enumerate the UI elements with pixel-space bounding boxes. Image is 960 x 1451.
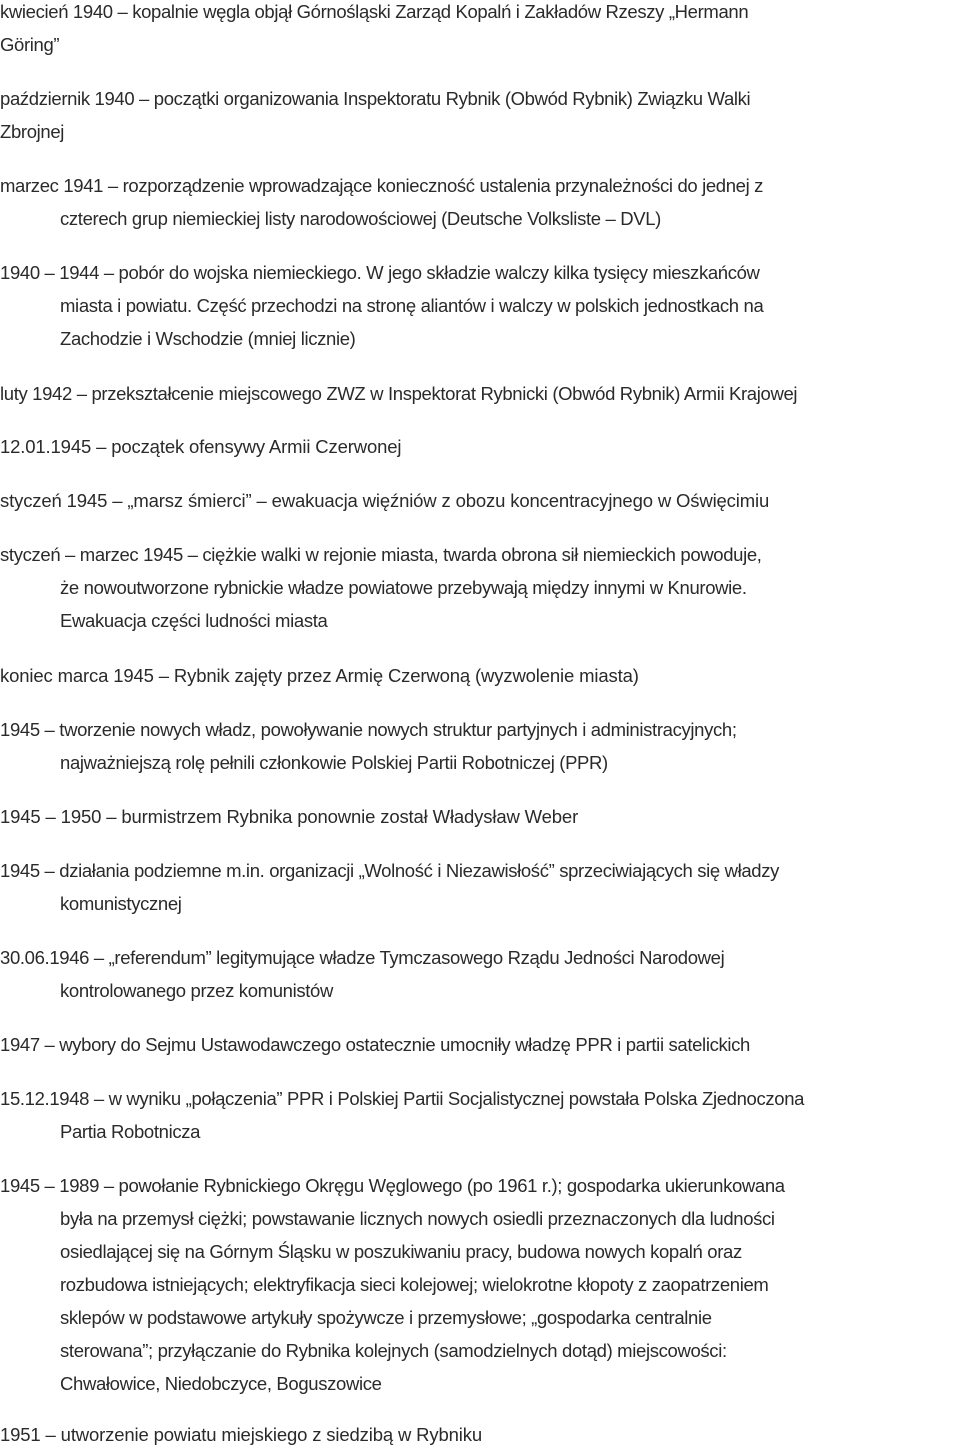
timeline-entry: [0, 82, 958, 148]
entry-line: sterowana”; przyłączanie do Rybnika kolejnych (samodzielnych dotąd) miejscowości:: [60, 1340, 727, 1361]
entry-line: osiedlającej się na Górnym Śląsku w poszukiwaniu pracy, budowa nowych kopalń oraz: [60, 1241, 742, 1262]
timeline-entry: [0, 1169, 958, 1400]
entry-line: październik 1940 – początki organizowania Inspektoratu Rybnik (Obwód Rybnik) Związku Walki: [0, 88, 751, 109]
entry-line: miasta i powiatu. Część przechodzi na stronę aliantów i walczy w polskich jednostkach na: [60, 295, 764, 316]
entry-line: Zachodzie i Wschodzie (mniej licznie): [60, 328, 356, 349]
entry-line: marzec 1941 – rozporządzenie wprowadzające konieczność ustalenia przynależności do jednej z: [0, 175, 764, 196]
entry-line: Göring”: [0, 34, 60, 55]
timeline-entry: [0, 941, 958, 1007]
entry-line: najważniejszą rolę pełnili członkowie Polskiej Partii Robotniczej (PPR): [60, 752, 608, 773]
entry-line: komunistycznej: [60, 893, 182, 914]
timeline-entry: [0, 430, 958, 463]
timeline-entry: [0, 800, 958, 833]
entry-line: 1945 – 1950 – burmistrzem Rybnika ponownie został Władysław Weber: [0, 806, 579, 827]
entry-line: Partia Robotnicza: [60, 1121, 201, 1142]
entry-line: 1940 – 1944 – pobór do wojska niemieckiego. W jego składzie walczy kilka tysięcy mieszkańców: [0, 262, 760, 283]
timeline-entry: [0, 659, 958, 692]
entry-line: Zbrojnej: [0, 121, 65, 142]
timeline-entry: [0, 538, 958, 637]
entry-line: była na przemysł ciężki; powstawanie licznych nowych osiedli przeznaczonych dla ludności: [60, 1208, 775, 1229]
entry-line: 12.01.1945 – początek ofensywy Armii Czerwonej: [0, 436, 402, 457]
timeline-entry: [0, 854, 958, 920]
entry-line: luty 1942 – przekształcenie miejscowego ZWZ w Inspektorat Rybnicki (Obwód Rybnik) Armii Krajowej: [0, 383, 798, 404]
entry-line: 1945 – działania podziemne m.in. organizacji „Wolność i Niezawisłość” sprzeciwiających się władzy: [0, 860, 780, 881]
entry-line: kwiecień 1940 – kopalnie węgla objął Górnośląski Zarząd Kopalń i Zakładów Rzeszy „Hermann: [0, 1, 749, 22]
timeline-entry: [0, 1418, 958, 1451]
entry-line: 1947 – wybory do Sejmu Ustawodawczego ostatecznie umocniły władzę PPR i partii satelickich: [0, 1034, 750, 1055]
entry-line: Ewakuacja części ludności miasta: [60, 610, 328, 631]
entry-line: 1951 – utworzenie powiatu miejskiego z siedzibą w Rybniku: [0, 1424, 482, 1445]
timeline-entry: [0, 1028, 958, 1061]
entry-line: 1945 – 1989 – powołanie Rybnickiego Okręgu Węglowego (po 1961 r.); gospodarka ukierunkowana: [0, 1175, 785, 1196]
entry-line: że nowoutworzone rybnickie władze powiatowe przebywają między innymi w Knurowie.: [60, 577, 747, 598]
entry-line: czterech grup niemieckiej listy narodowościowej (Deutsche Volksliste – DVL): [60, 208, 661, 229]
entry-line: 1945 – tworzenie nowych władz, powoływanie nowych struktur partyjnych i administracyjnych;: [0, 719, 737, 740]
timeline-entry: [0, 169, 958, 235]
timeline-entry: [0, 713, 958, 779]
entry-line: 30.06.1946 – „referendum” legitymujące władze Tymczasowego Rządu Jedności Narodowej: [0, 947, 725, 968]
timeline-entry: [0, 0, 958, 61]
entry-line: rozbudowa istniejących; elektryfikacja sieci kolejowej; wielokrotne kłopoty z zaopatrzeniem: [60, 1274, 769, 1295]
entry-line: 15.12.1948 – w wyniku „połączenia” PPR i Polskiej Partii Socjalistycznej powstała Polska Zjednoczona: [0, 1088, 805, 1109]
timeline-entry: [0, 377, 958, 410]
timeline-entry: [0, 484, 958, 517]
entry-line: styczeń 1945 – „marsz śmierci” – ewakuacja więźniów z obozu koncentracyjnego w Oświęcimiu: [0, 490, 770, 511]
timeline-entry: [0, 1082, 958, 1148]
entry-line: sklepów w podstawowe artykuły spożywcze i przemysłowe; „gospodarka centralnie: [60, 1307, 712, 1328]
timeline-entry: [0, 256, 958, 355]
entry-line: kontrolowanego przez komunistów: [60, 980, 333, 1001]
entry-line: koniec marca 1945 – Rybnik zajęty przez Armię Czerwoną (wyzwolenie miasta): [0, 665, 639, 686]
entry-line: styczeń – marzec 1945 – ciężkie walki w rejonie miasta, twarda obrona sił niemieckich powoduje,: [0, 544, 762, 565]
entry-line: Chwałowice, Niedobczyce, Boguszowice: [60, 1373, 382, 1394]
